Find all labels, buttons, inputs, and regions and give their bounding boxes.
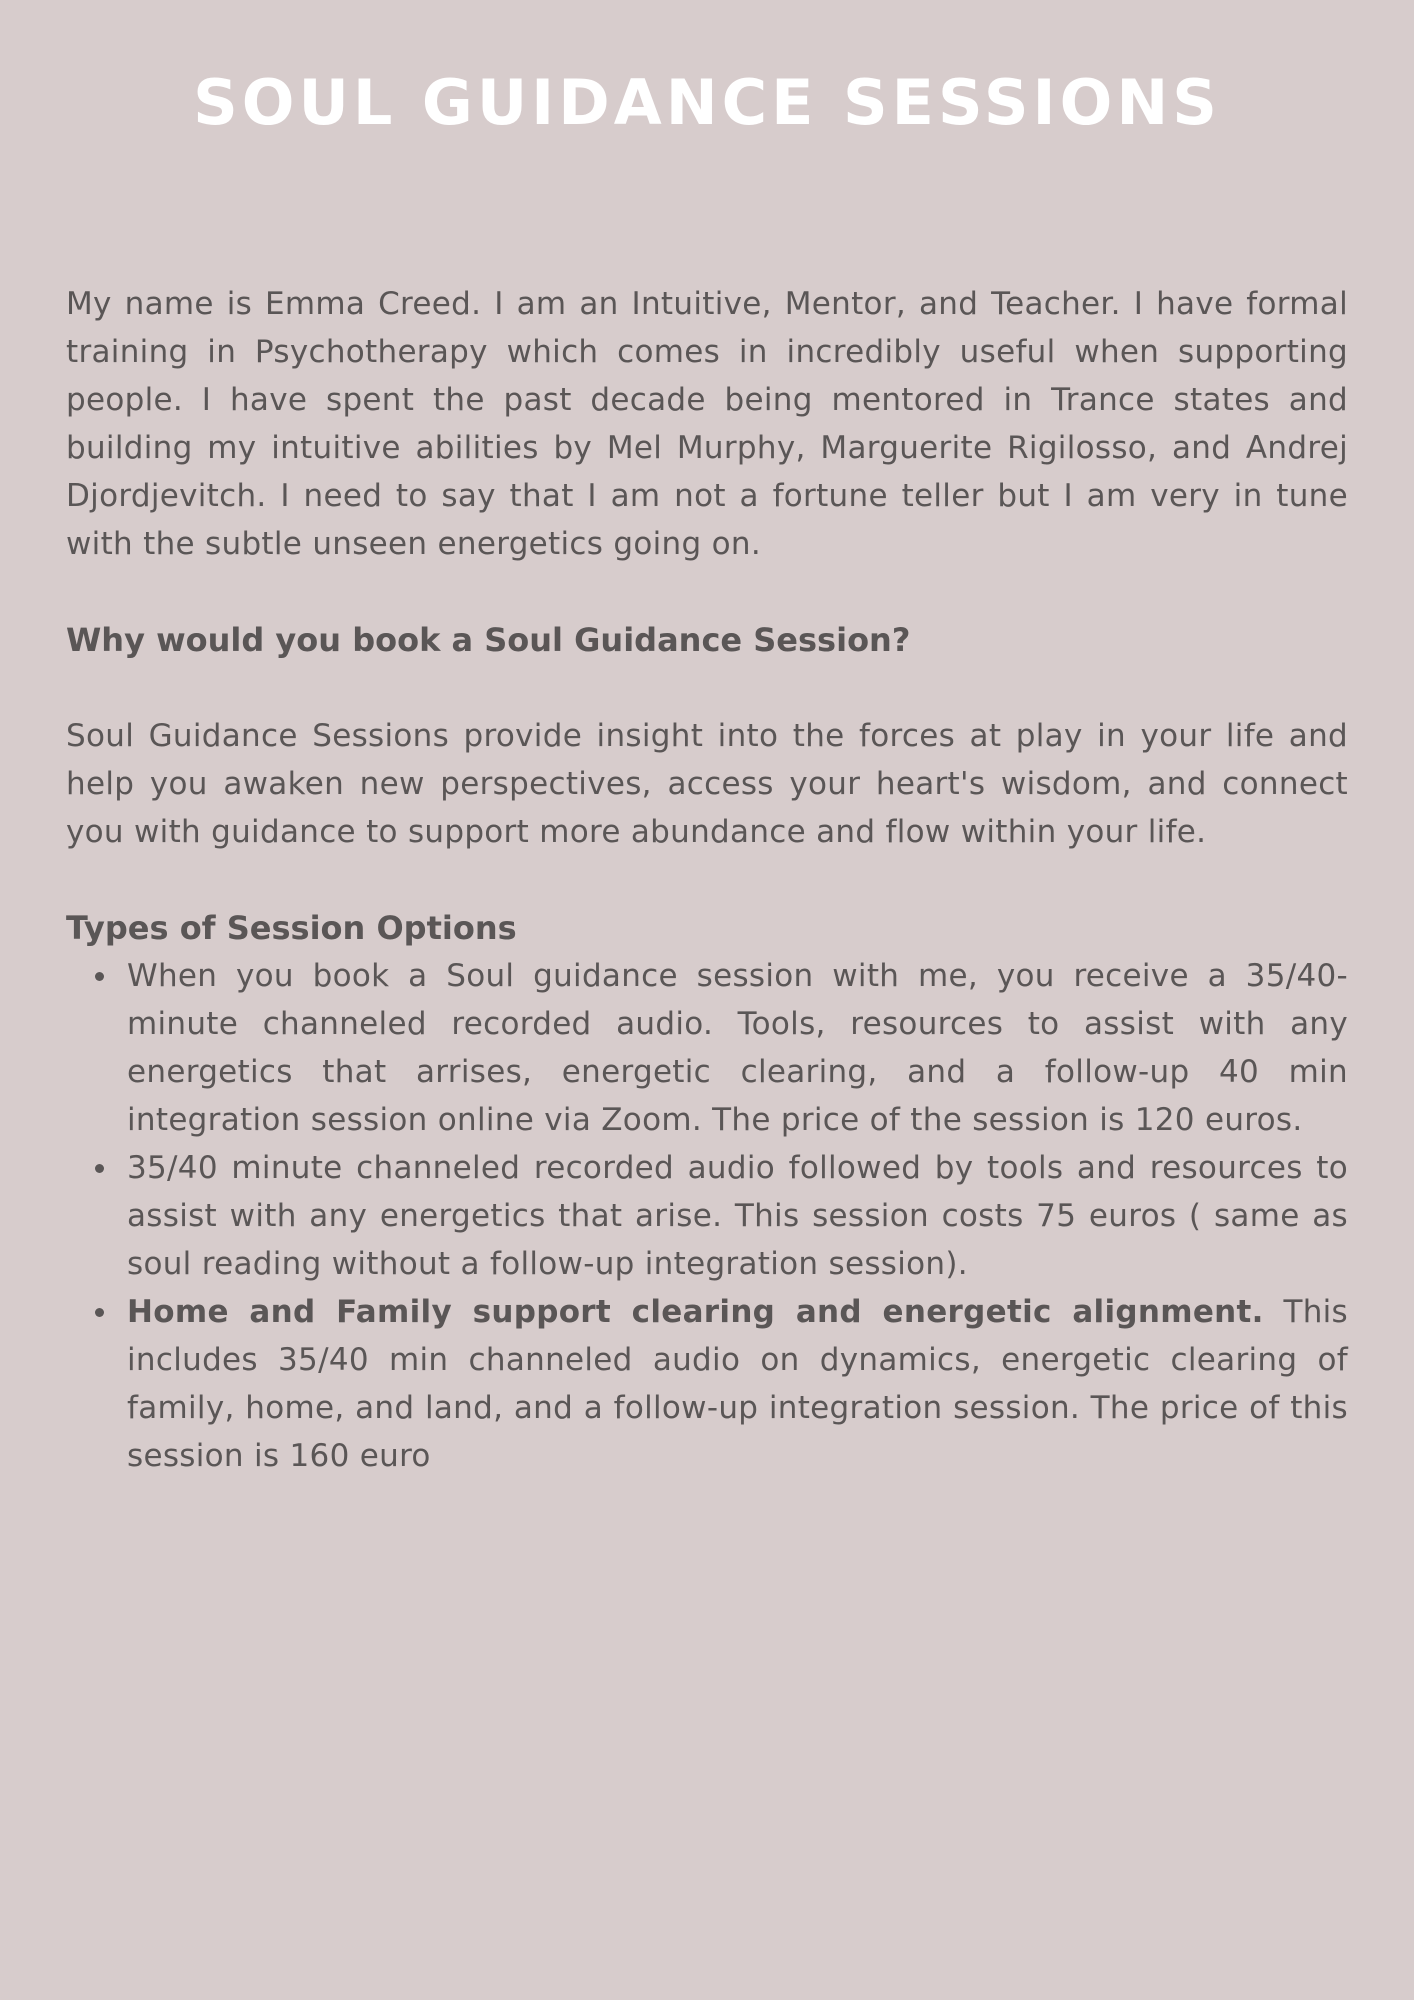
option-lead: Home and Family support clearing and energetic alignment. bbox=[127, 1294, 1264, 1330]
why-heading: Why would you book a Soul Guidance Session? bbox=[66, 621, 911, 659]
session-options-list bbox=[66, 952, 1348, 1480]
option-text: 35/40 minute channeled recorded audio followed by tools and resources to assist with any energetics that arise. This session costs 75 euros ( same as soul reading without a follow-up integration session). bbox=[127, 1150, 1348, 1282]
option-text: When you book a Soul guidance session with me, you receive a 35/40-minute channeled recorded audio. Tools, resources to assist with any energetics that arrises, energetic clearing, and a follow-up 40 min integration session online via Zoom. The price of the session is 120 euros. bbox=[127, 958, 1348, 1138]
list-item bbox=[127, 1144, 1348, 1288]
bullet-icon bbox=[95, 1164, 104, 1173]
list-item bbox=[127, 1288, 1348, 1480]
bullet-icon bbox=[95, 1308, 104, 1317]
page-title: SOUL GUIDANCE SESSIONS bbox=[193, 66, 1221, 139]
option-text: This includes 35/40 min channeled audio on dynamics, energetic clearing of family, home, and land, and a follow-up integration session. The price of this session is 160 euro bbox=[127, 1294, 1348, 1474]
session-options-heading: Types of Session Options bbox=[66, 909, 517, 947]
bullet-icon bbox=[95, 972, 104, 981]
intro-paragraph: My name is Emma Creed. I am an Intuitive, Mentor, and Teacher. I have formal training in Psychotherapy which comes in incredibly useful when supporting people. I have spent the past decade being mentored in Trance states and building my intuitive abilities by Mel Murphy, Marguerite Rigilosso, and Andrej Djordjevitch. I need to say that I am not a fortune teller but I am very in tune with the subtle unseen energetics going on. bbox=[66, 286, 1348, 562]
list-item bbox=[127, 952, 1348, 1144]
why-paragraph: Soul Guidance Sessions provide insight into the forces at play in your life and help you awaken new perspectives, access your heart's wisdom, and connect you with guidance to support more abundance and flow within your life. bbox=[66, 718, 1348, 850]
